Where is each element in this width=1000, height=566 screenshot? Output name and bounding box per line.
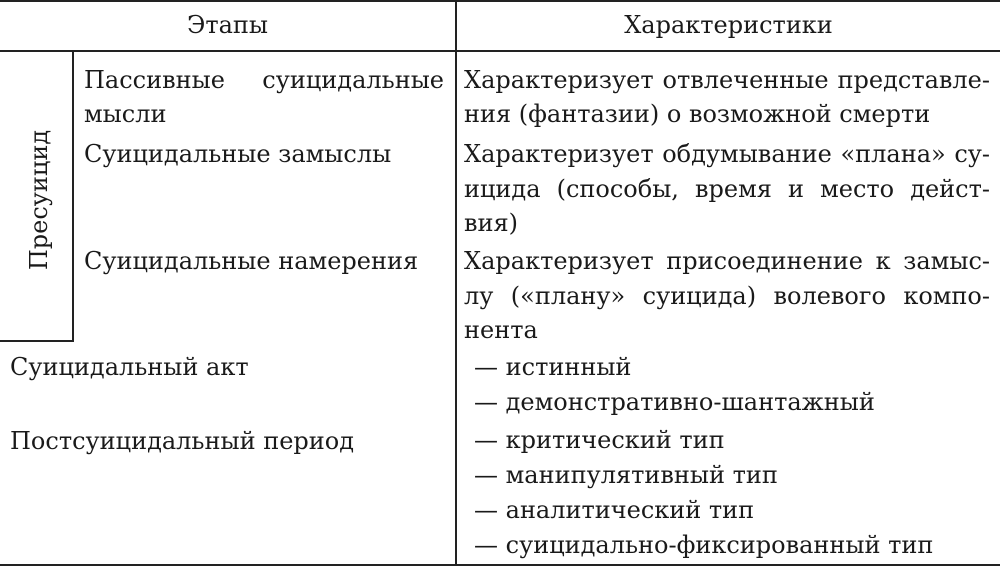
list-item: — демонстративно-шантажный bbox=[474, 388, 875, 416]
list-item: — суицидально-фиксированный тип bbox=[474, 531, 934, 559]
char-passive-line2: ния (фантазии) о возможной смерти bbox=[464, 100, 931, 128]
header-characteristics: Характеристики bbox=[624, 11, 833, 39]
char-intentions-line2: лу («плану» суицида) волевого компо- bbox=[464, 282, 990, 310]
act-types-list bbox=[474, 350, 875, 420]
column-divider bbox=[455, 0, 457, 566]
presuicide-label: Пресуицид bbox=[25, 129, 53, 271]
stage-post-suicidal-period: Постсуицидальный период bbox=[10, 427, 354, 455]
list-item: — аналитический тип bbox=[474, 496, 755, 524]
char-plans-line3: вия) bbox=[464, 209, 519, 237]
char-plans-line2: ицида (способы, время и место дейст- bbox=[464, 175, 990, 203]
stage-suicidal-act: Суицидальный акт bbox=[10, 353, 249, 381]
stage-suicidal-intentions: Суицидальные намерения bbox=[84, 247, 419, 275]
header-divider bbox=[0, 50, 1000, 52]
list-item: — манипулятивный тип bbox=[474, 461, 778, 489]
presuicide-bottom-divider bbox=[0, 340, 74, 342]
list-item: — критический тип bbox=[474, 426, 725, 454]
char-intentions-line1: Характеризует присоединение к замыс- bbox=[464, 247, 990, 275]
presuicide-label-divider bbox=[72, 51, 74, 341]
char-plans-line1: Характеризует обдумывание «плана» су- bbox=[464, 140, 990, 168]
char-intentions-line3: нента bbox=[464, 316, 538, 344]
stage-passive-thoughts-line1: Пассивные суицидальные bbox=[84, 66, 444, 94]
char-passive-line1: Характеризует отвлеченные представле- bbox=[464, 66, 990, 94]
stage-passive-thoughts-line2: мысли bbox=[84, 100, 167, 128]
list-item: — истинный bbox=[474, 353, 632, 381]
post-types-list bbox=[474, 423, 933, 563]
stage-suicidal-plans: Суицидальные замыслы bbox=[84, 140, 392, 168]
header-stages: Этапы bbox=[186, 11, 269, 39]
